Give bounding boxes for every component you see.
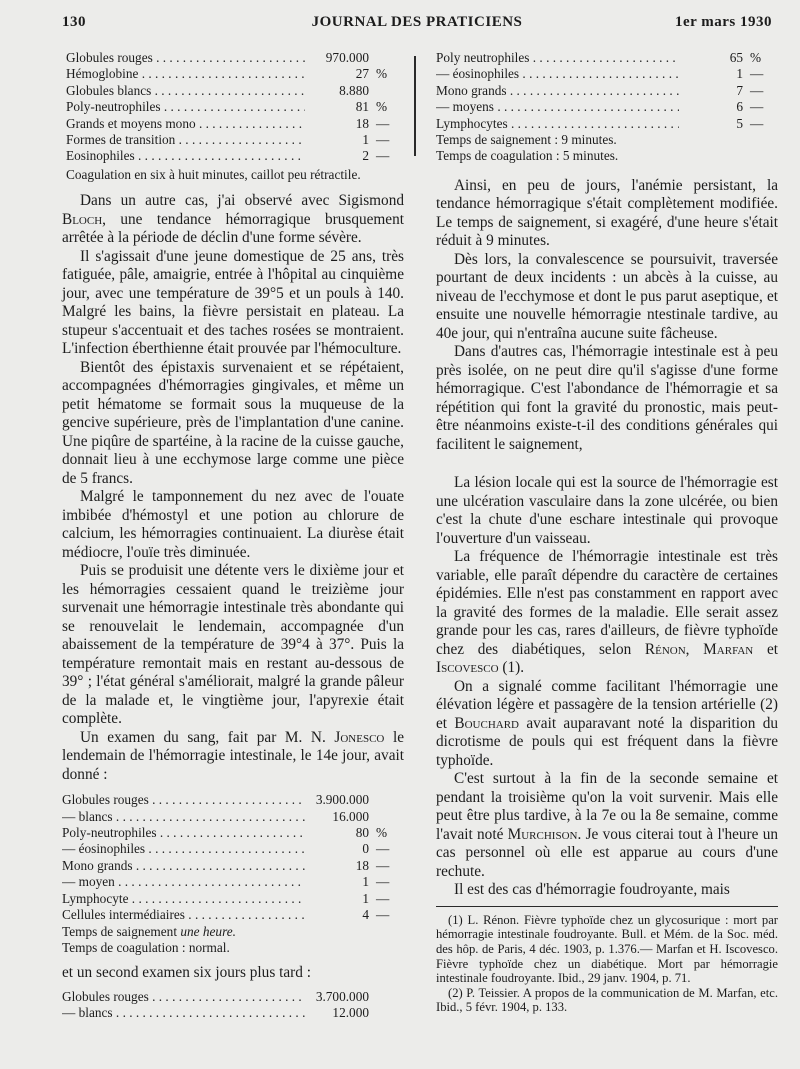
row-unit: — <box>376 841 390 857</box>
row-label: Eosinophiles . . . <box>62 148 305 164</box>
left-column <box>62 50 404 1022</box>
row-label: Hémoglobine . . . <box>62 66 305 82</box>
table-row <box>62 792 404 808</box>
coagulation-time-note: Temps de coagulation : 5 minutes. <box>436 148 619 164</box>
table-row <box>62 1005 404 1021</box>
row-unit <box>373 792 404 808</box>
row-value: 1 <box>362 132 369 148</box>
row-value: 4 <box>362 907 369 923</box>
paragraph: et un second examen six jours plus tard : <box>62 964 311 982</box>
row-value: 3.900.000 <box>315 792 369 808</box>
table-row <box>62 874 404 890</box>
table-row <box>62 116 404 132</box>
paragraph: Dans d'autres cas, l'hémorragie intestinale est à peu près isolée, on ne peut dire qu'il s'agisse d'une forme hémorragique. C'est l'abondance de l'hémorragie et sa répétition qui font la gravité du pronostic, mais peut-être néanmoins existe-t-il des conditions générales qui facilitent le saignement, <box>436 343 778 453</box>
table-row <box>62 841 404 857</box>
row-value: 2 <box>362 148 369 164</box>
author-name: Bouchard <box>454 714 519 732</box>
paragraph: Il s'agissait d'une jeune domestique de 25 ans, très fatiguée, pâle, amaigrie, entrée à l'hôpital au cinquième jour, avec une température de 39°5 et un pouls à 140. Malgré les bains, la fièvre persistait en plateau. La stupeur s'accentuait et des taches rosées se montraient. L'infection éberthienne était prouvée par l'hémoculture. <box>62 247 404 358</box>
blood-count-table-1 <box>62 50 404 165</box>
author-name: Rénon, Marfan <box>644 640 754 658</box>
paragraph: Bientôt des épistaxis survenaient et se répétaient, accompagnées d'hémorragies gingivales, et même un petit hématome se formait sous la muqueuse de la gencive supérieure, près de l'implantation d'une canine. Une piqûre de spartéine, à la racine de la cuisse gauche, donnait lieu à une ecchymose large comme une pièce de 5 francs. <box>62 358 404 487</box>
table-row <box>62 99 404 115</box>
row-unit <box>373 809 404 825</box>
paragraph: On a signalé comme facilitant l'hémorragie une élévation légère et passagère de la tension artérielle (2) et Bouchard avait auparavant noté la disparition du dicrotisme de pouls qui est fréquent dans la fièvre typhoïde. <box>436 677 778 769</box>
row-label: Mono grands . . . <box>62 858 305 874</box>
blood-count-table-4 <box>436 50 778 132</box>
footnote-divider <box>436 906 778 907</box>
row-value: 1 <box>736 66 743 82</box>
blood-count-table-3 <box>62 989 404 1022</box>
row-value: 1 <box>362 874 369 890</box>
paragraph: Malgré le tamponnement du nez avec de l'ouate imbibée d'hémostyl et une potion au chlorure de calcium, les hémorragies continuaient. La diurèse était médiocre, l'ouïe très diminuée. <box>62 488 404 561</box>
row-unit: % <box>376 825 388 841</box>
table-row <box>62 858 404 874</box>
row-value: 18 <box>355 857 369 873</box>
table-row <box>436 99 778 115</box>
row-value: 970.000 <box>325 50 369 65</box>
row-label: Cellules intermédiaires . . . <box>62 907 305 923</box>
table-row <box>62 132 404 148</box>
paragraph: Ainsi, en peu de jours, l'anémie persistant, la tendance hémorragique s'était complètement modifiée. Le temps de saignement, si exagéré, d'une heure s'était réduit à 9 minutes. <box>436 176 778 250</box>
paragraph: Puis se produisit une détente vers le dixième jour et les hémorragies cessaient quand le treizième jour survenait une hémorragie intestinale très abondante qui se renouvelait le lendemain, accompagnée d'un abaissement de la température de 39°4 à 37°. Puis la température remontait mais en restant au-dessous de 39° ; l'état général s'améliorait, malgré la grande pâleur de la malade et, le vingtième jour, l'apyrexie était complète. <box>62 562 404 728</box>
row-unit: — <box>376 115 390 131</box>
row-value: 80 <box>355 825 369 841</box>
row-unit: — <box>376 148 390 164</box>
row-value: 6 <box>736 99 743 115</box>
row-unit: — <box>750 99 764 115</box>
row-unit: — <box>376 907 390 923</box>
bleeding-time-note: Temps de saignement : 9 minutes. <box>436 132 617 148</box>
row-unit: % <box>376 99 388 115</box>
footnote-2: (2) P. Teissier. A propos de la communication de M. Marfan, etc. Ibid., 5 févr. 1904, p. 133. <box>436 985 778 1015</box>
page-number: 130 <box>62 14 86 30</box>
issue-date: 1er mars 1930 <box>674 14 772 30</box>
row-label: Poly-neutrophiles . . . <box>62 825 305 841</box>
author-name: Iscovesco <box>436 659 499 677</box>
row-label: Lymphocyte . . . <box>62 891 305 907</box>
table-row <box>62 148 404 164</box>
row-label: Globules rouges . . . <box>62 50 305 66</box>
row-label: Lymphocytes . . . <box>436 116 679 132</box>
row-unit <box>373 83 404 99</box>
table-row <box>62 891 404 907</box>
paragraph: La fréquence de l'hémorragie intestinale est très variable, elle paraît dépendre du caractère de certaines épidémies. Elle n'est pas constamment en rapport avec la gravité des formes de la maladie. Elle serait assez grande pour les cas, rares d'ailleurs, de fièvre typhoïde chez des diabétiques, selon Rénon, Marfan et Iscovesco (1). <box>436 548 778 677</box>
table-row <box>62 66 404 82</box>
row-value: 7 <box>736 82 743 98</box>
row-value: 16.000 <box>332 808 369 824</box>
bleeding-time-note: Temps de saignement une heure. <box>62 923 236 939</box>
row-label: Globules blancs . . . <box>62 83 305 99</box>
table-row <box>436 83 778 99</box>
page-header <box>62 14 772 36</box>
row-unit: — <box>376 890 390 906</box>
row-unit <box>373 989 404 1005</box>
row-unit: — <box>376 857 390 873</box>
row-value: 5 <box>736 115 743 131</box>
table-row <box>62 825 404 841</box>
row-unit: % <box>376 66 388 82</box>
paragraph: Un examen du sang, fait par M. N. Jonesco le lendemain de l'hémorragie intestinale, le 14e jour, avait donné : <box>62 728 404 783</box>
column-divider <box>414 56 416 156</box>
row-unit: % <box>750 50 762 65</box>
row-unit: — <box>750 66 764 82</box>
blood-count-table-2 <box>62 792 404 923</box>
author-name: Bloch <box>62 210 103 228</box>
row-unit: — <box>376 132 390 148</box>
row-unit: — <box>376 874 390 890</box>
journal-title: JOURNAL DES PRATICIENS <box>311 14 523 30</box>
row-label: — moyens . . . <box>436 99 679 115</box>
coagulation-time-note: Temps de coagulation : normal. <box>62 939 230 955</box>
paragraph: Dans un autre cas, j'ai observé avec Sigismond Bloch, une tendance hémorragique brusquement arrêtée à la période de déclin d'une forme sévère. <box>62 192 404 247</box>
table-row <box>62 809 404 825</box>
row-value: 27 <box>355 66 369 82</box>
row-value: 3.700.000 <box>315 988 369 1004</box>
row-value: 65 <box>729 50 743 65</box>
row-unit: — <box>750 115 764 131</box>
table-row <box>62 50 404 66</box>
row-value: 81 <box>355 99 369 115</box>
row-value: 18 <box>355 115 369 131</box>
paragraph: Il est des cas d'hémorragie foudroyante, mais <box>454 881 730 899</box>
footnote-1: (1) L. Rénon. Fièvre typhoïde chez un glycosurique : mort par hémorragie intestinale foudroyante. Bull. et Mém. de la Soc. méd. des hôp. de Paris, 4 déc. 1903, p. 1.376.— Marfan et H. Iscovesco. Fièvre typhoïde chez un diabétique. Mort par hémorragie intestinale foudroyante. Ibid., 29 janv. 1904, p. 71. <box>436 912 778 986</box>
row-value: 8.880 <box>339 82 369 98</box>
coagulation-note: Coagulation en six à huit minutes, caillot peu rétractile. <box>66 166 361 182</box>
row-label: Poly neutrophiles . . . <box>436 50 679 66</box>
paragraph: C'est surtout à la fin de la seconde semaine et pendant la troisième qu'on la voit survenir. Mais elle peut être plus tardive, à la 7e ou la 8e semaine, comme l'avait noté Murchison. Je vous citerai tout à l'heure un cas personnel où elle est apparue au cours d'une rechute. <box>436 770 778 880</box>
row-label: Globules rouges . . . <box>62 792 305 808</box>
table-row <box>62 907 404 923</box>
row-label: Poly-neutrophiles . . . <box>62 99 305 115</box>
right-column <box>436 50 778 1015</box>
table-row <box>62 989 404 1005</box>
table-row <box>436 66 778 82</box>
paragraph: Dès lors, la convalescence se poursuivit, traversée pourtant de deux incidents : un abcès à la cuisse, au niveau de l'ecchymose et dont le pus parut aseptique, et ensuite une nouvelle hémorragie ntestinale tardive, au 40e jour, qui n'entraîna aucune suite fâcheuse. <box>436 250 778 342</box>
row-label: Grands et moyens mono . . . <box>62 116 305 132</box>
table-row <box>62 83 404 99</box>
row-label: — éosinophiles . . . <box>436 66 679 82</box>
row-label: — blancs . . . <box>62 1005 305 1021</box>
row-label: — moyen . . . <box>62 874 305 890</box>
row-label: — blancs . . . <box>62 809 305 825</box>
row-value: 1 <box>362 890 369 906</box>
row-unit <box>373 50 404 66</box>
row-value: 12.000 <box>332 1005 369 1021</box>
row-label: Formes de transition . . . <box>62 132 305 148</box>
row-unit: — <box>750 82 764 98</box>
row-label: Globules rouges . . . <box>62 989 305 1005</box>
row-unit <box>373 1005 404 1021</box>
paragraph: La lésion locale qui est la source de l'hémorragie est une ulcération vasculaire dans la zone ulcérée, ou bien c'est la chute d'une eschare intestinale qui provoque l'ouverture d'un vaisseau. <box>436 474 778 547</box>
row-value: 0 <box>362 841 369 857</box>
row-label: — éosinophiles . . . <box>62 841 305 857</box>
table-row <box>436 116 778 132</box>
table-row <box>436 50 778 66</box>
author-name: Murchison <box>507 825 578 843</box>
author-name: Jonesco <box>334 728 385 746</box>
row-label: Mono grands . . . <box>436 83 679 99</box>
